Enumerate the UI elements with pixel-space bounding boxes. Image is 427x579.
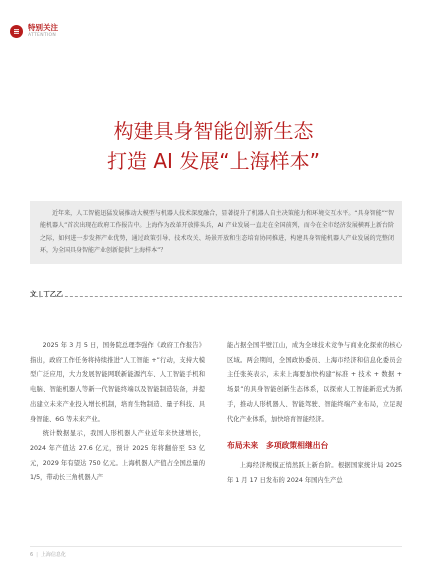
author-divider <box>30 296 402 297</box>
section-subheading: 布局未来 多项政策相继出台 <box>227 441 329 451</box>
body-column-left <box>30 339 205 486</box>
body-paragraph: 2025 年 3 月 5 日，国务院总理李强作《政府工作报告》指出，政府工作任务将持续推进“人工智能 +”行动，支持大模型广泛应用，大力发展智能网联新能源汽车、人工智能手机和电脑、智能机器人等新一代智能终端以及智能制造装备，并提出建立未来产业投入增长机制，培育生物制造、量子科技、具身智能、6G 等未来产业。 <box>30 342 205 423</box>
body-paragraph: 统计数据显示，我国人形机器人产业近年来快速增长，2024 年产值达 27.6 亿元，预计 2025 年将翻倍至 53 亿元，2029 年有望达 750 亿元。上海机器人产值占全国总量的 1/5，带动长三角机器人产 <box>30 430 205 482</box>
author-byline: 文 | 丁乙乙 <box>30 290 63 298</box>
section-tag-text <box>28 24 58 38</box>
section-tag <box>10 24 58 38</box>
page-footer <box>30 551 66 558</box>
publication-name: 上海信息化 <box>40 552 66 558</box>
footer-separator: | <box>36 552 38 558</box>
page-number: 6 <box>30 552 34 558</box>
body-paragraph: 能占据全国半壁江山，成为全球技术竞争与商业化探索的核心区域。两会期间，全国政协委员、上海市经济和信息化委员会主任张英表示，未来上海要加快构建“标准 + 技术 + 数据 + 场景”的具身智能创新生态体系，以探索人工智能新范式为抓手，推动人形机器人、智能驾驶、智能终端产业布局，立足现代化产业体系，加快培育智能经济。 <box>227 342 402 423</box>
footer-divider <box>30 546 402 547</box>
section-tag-label: 特别关注 <box>28 23 58 32</box>
section-logo-icon <box>10 25 23 38</box>
section-tag-label-en: ATTENTION <box>28 32 57 38</box>
body-column-right <box>227 339 402 489</box>
article-title-line-1: 构建具身智能创新生态 <box>113 119 314 143</box>
article-title-line-2: 打造 AI 发展“上海样本” <box>106 149 321 173</box>
body-paragraph: 上海经济规模正悄然跃上新台阶。根据国家统计局 2025 年 1 月 17 日发布的 2024 年国内生产总 <box>227 462 402 484</box>
abstract-box <box>30 201 402 264</box>
abstract-text: 近年来，人工智能迅猛发展推动大模型与机器人技术深度融合，显著提升了机器人自主决策能力和环境交互水平。“具身智能”“智能机器人”首次出现在政府工作报告中。上海作为改革开放排头兵，AI 产业发展一直走在全国前列，而今在全市经济发展横再上新台阶之际，如何进一步发挥产业优势，通过政策引导、技术攻关、场景开放和生态培育协同推进，构建具身智能机器人产业发展的完整闭环，为全国具身智能产业创新提供“上海样本”？ <box>40 210 394 254</box>
